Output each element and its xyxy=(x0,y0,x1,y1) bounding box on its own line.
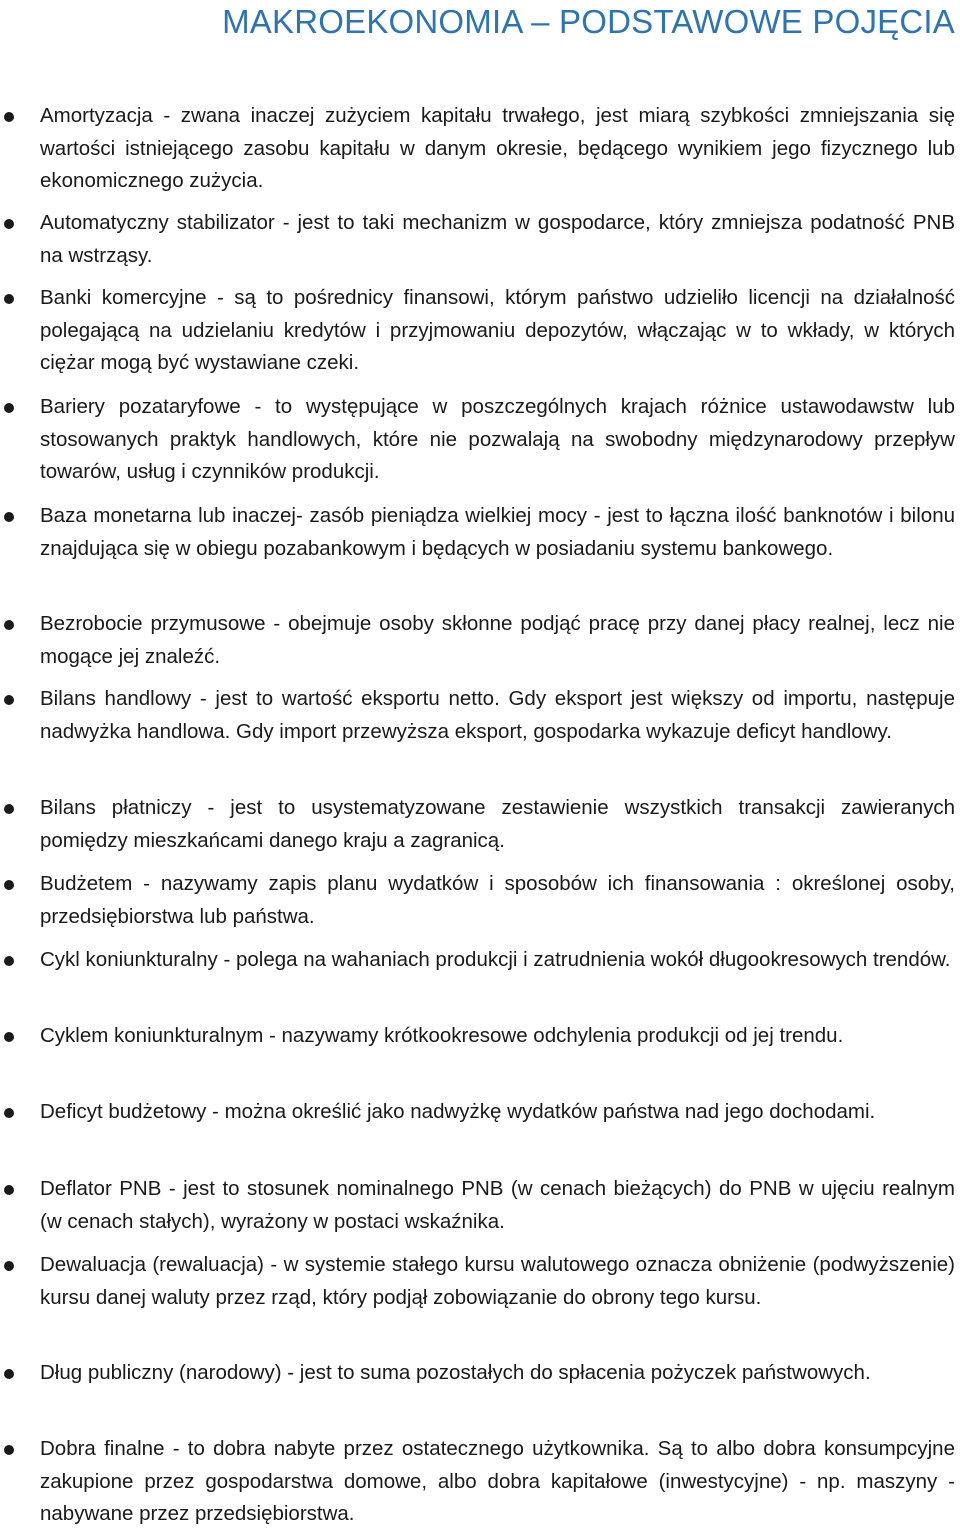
term-text: Bilans handlowy - jest to wartość eksportu netto. Gdy eksport jest większy od importu, następuje nadwyżka handlowa. Gdy import przewyższa eksport, gospodarka wykazuje deficyt handlowy. xyxy=(40,687,955,743)
bullet-icon xyxy=(4,219,14,229)
term-text: Automatyczny stabilizator - jest to taki mechanizm w gospodarce, który zmniejsza podatność PNB na wstrząsy. xyxy=(40,211,955,267)
term-text: Dewaluacja (rewaluacja) - w systemie stałego kursu walutowego oznacza obniżenie (podwyższenie) kursu danej waluty przez rząd, który podjął zobowiązanie do obrony tego kursu. xyxy=(40,1253,955,1309)
bullet-icon xyxy=(4,1032,14,1042)
bullet-icon xyxy=(4,620,14,630)
bullet-icon xyxy=(4,403,14,413)
term-text: Dobra finalne - to dobra nabyte przez ostatecznego użytkownika. Są to albo dobra konsumpcyjne zakupione przez gospodarstwa domowe, albo dobra kapitałowe (inwestycyjne) - np. maszyny - nabywane przez przedsiębiorstwa. xyxy=(40,1437,955,1525)
term-text: Banki komercyjne - są to pośrednicy finansowi, którym państwo udzieliło licencji na działalność polegającą na udzielaniu kredytów i przyjmowaniu depozytów, włączając w to wkłady, w których ciężar mogą być wystawiane czeki. xyxy=(40,286,955,374)
bullet-icon xyxy=(4,1185,14,1195)
bullet-icon xyxy=(4,695,14,705)
term-text: Baza monetarna lub inaczej- zasób pieniądza wielkiej mocy - jest to łączna ilość banknotów i bilonu znajdująca się w obiegu pozabankowym i będących w posiadaniu systemu bankowego. xyxy=(40,504,955,560)
bullet-icon xyxy=(4,1445,14,1455)
term-text: Bariery pozataryfowe - to występujące w poszczególnych krajach różnice ustawodawstw lub stosowanych praktyk handlowych, które nie pozwalają na swobodny międzynarodowy przepływ towarów, usług i czynników produkcji. xyxy=(40,395,955,483)
term-text: Cykl koniunkturalny - polega na wahaniach produkcji i zatrudnienia wokół długookresowych trendów. xyxy=(40,948,951,971)
bullet-icon xyxy=(4,512,14,522)
bullet-icon xyxy=(4,294,14,304)
term-text: Bilans płatniczy - jest to usystematyzowane zestawienie wszystkich transakcji zawieranych pomiędzy mieszkańcami danego kraju a zagranicą. xyxy=(40,796,955,852)
term-text: Deflator PNB - jest to stosunek nominalnego PNB (w cenach bieżących) do PNB w ujęciu realnym (w cenach stałych), wyrażony w postaci wskaźnika. xyxy=(40,1177,955,1233)
bullet-icon xyxy=(4,804,14,814)
term-text: Deficyt budżetowy - można określić jako nadwyżkę wydatków państwa nad jego dochodami. xyxy=(40,1100,876,1123)
bullet-icon xyxy=(4,1108,14,1118)
bullet-icon xyxy=(4,880,14,890)
term-text: Amortyzacja - zwana inaczej zużyciem kapitału trwałego, jest miarą szybkości zmniejszania się wartości istniejącego zasobu kapitału w danym okresie, będącego wynikiem jego fizycznego lub ekonomicznego zużycia. xyxy=(40,104,955,192)
term-text: Bezrobocie przymusowe - obejmuje osoby skłonne podjąć pracę przy danej płacy realnej, lecz nie mogące jej znaleźć. xyxy=(40,612,955,668)
page-title: MAKROEKONOMIA – PODSTAWOWE POJĘCIA xyxy=(222,3,955,40)
term-text: Cyklem koniunkturalnym - nazywamy krótkookresowe odchylenia produkcji od jej trendu. xyxy=(40,1024,844,1047)
bullet-icon xyxy=(4,956,14,966)
term-text: Budżetem - nazywamy zapis planu wydatków i sposobów ich finansowania : określonej osoby, przedsiębiorstwa lub państwa. xyxy=(40,872,955,928)
bullet-icon xyxy=(4,1261,14,1271)
term-text: Dług publiczny (narodowy) - jest to suma pozostałych do spłacenia pożyczek państwowych. xyxy=(40,1361,871,1384)
bullet-icon xyxy=(4,1369,14,1379)
bullet-icon xyxy=(4,112,14,122)
